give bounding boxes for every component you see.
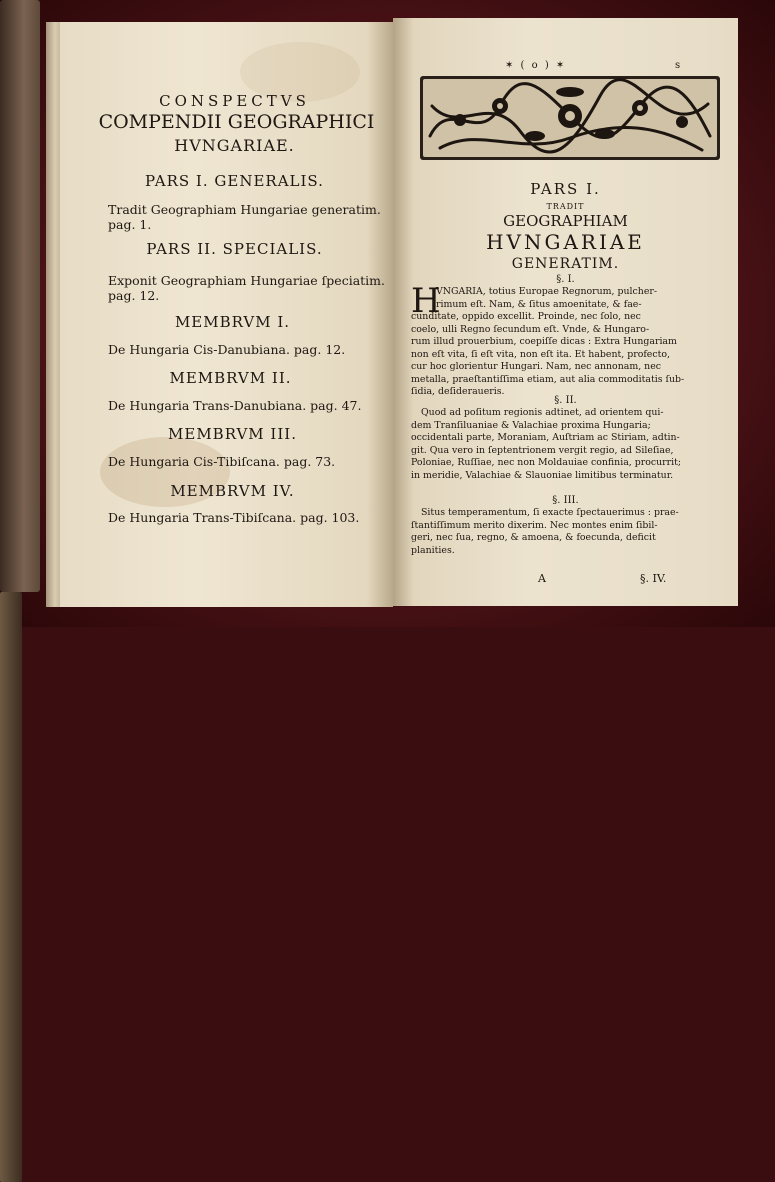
text-line: dem Tranſiluaniae & Valachiae proxima Hungaria; xyxy=(411,419,651,431)
membrum1-entry: De Hungaria Cis-Danubiana. pag. 12. xyxy=(108,342,346,357)
text-line: geri, nec ſua, regno, & amoena, & foecunda, deficit xyxy=(411,532,656,543)
pars1-line2: pag. 1. xyxy=(108,217,152,232)
membrum1-heading: MEMBRVM I. xyxy=(174,313,291,331)
text-line: cur hoc glorientur Hungari. Nam, nec annonam, nec xyxy=(411,361,662,372)
pars2-heading: PARS II. SPECIALIS. xyxy=(146,240,323,258)
hungariae-heading: HVNGARIAE xyxy=(486,230,645,254)
left-page xyxy=(60,22,393,607)
text-line: non eſt vita, ſi eſt vita, non eſt ita. Et habent, profecto, xyxy=(411,348,671,360)
page-header-mark: ✶ ( o ) ✶ xyxy=(505,60,567,71)
pars2-description xyxy=(108,273,385,303)
generatim-label: GENERATIM. xyxy=(511,256,620,272)
text-line: coelo, ulli Regno ſecundum eſt. Vnde, & Hungaro- xyxy=(411,323,650,335)
text-line: occidentali parte, Moraniam, Auſtriam ac Stiriam, adtin- xyxy=(411,432,680,443)
title-conspectus: CONSPECTVS xyxy=(159,92,310,110)
pars1-line1: Tradit Geographiam Hungariae generatim. xyxy=(108,202,381,217)
text-line: ſtantiſſimum merito dixerim. Nec montes enim ſibil- xyxy=(411,519,658,531)
catchword: §. IV. xyxy=(640,572,667,585)
text-line: Poloniae, Ruſſiae, nec non Moldauiae confinia, procurrit; xyxy=(411,457,682,468)
membrum3-heading: MEMBRVM III. xyxy=(168,425,297,443)
right-page xyxy=(393,18,738,606)
text-line: git. Qua vero in ſeptentrionem vergit regio, ad Sileſiae, xyxy=(411,444,674,456)
drop-cap: H xyxy=(411,281,441,321)
membrum3-entry: De Hungaria Cis-Tibiſcana. pag. 73. xyxy=(108,454,336,469)
pars2-line1: Exponit Geographiam Hungariae ſpeciatim. xyxy=(108,273,385,288)
ornament-headpiece-icon xyxy=(420,76,720,160)
pars2-line2: pag. 12. xyxy=(108,288,160,303)
paragraph-3 xyxy=(411,507,723,557)
section-2-mark: §. II. xyxy=(554,395,577,406)
section-1-mark: §. I. xyxy=(556,274,575,285)
membrum2-heading: MEMBRVM II. xyxy=(169,369,292,387)
page-header-signature: s xyxy=(675,60,681,71)
text-line: VNGARIA, totius Europae Regnorum, pulcher- xyxy=(436,286,658,297)
membrum2-entry: De Hungaria Trans-Danubiana. pag. 47. xyxy=(108,398,362,413)
title-compendii: COMPENDII GEOGRAPHICI xyxy=(98,111,375,133)
text-line: rimum eſt. Nam, & ſitus amoenitate, & fae- xyxy=(436,298,642,310)
book-cover-left xyxy=(0,0,40,592)
text-line: in meridie, Valachiae & Slauoniae limitibus terminatur. xyxy=(411,469,674,481)
text-line: ſidia, deſideraueris. xyxy=(411,386,505,397)
tradit-label: TRADIT xyxy=(546,202,585,211)
book-cover-right xyxy=(0,592,22,1182)
text-line: planities. xyxy=(411,544,455,556)
text-line: metalla, praeſtantiſſima etiam, aut alia commoditatis ſub- xyxy=(411,373,685,385)
signature-mark: A xyxy=(538,572,546,585)
paragraph-1 xyxy=(411,281,723,399)
text-line: rum illud prouerbium, coepiſſe dicas : Extra Hungariam xyxy=(411,336,677,347)
title-hungariae: HVNGARIAE. xyxy=(174,136,295,155)
pars1-heading: PARS I. GENERALIS. xyxy=(145,172,324,190)
membrum4-heading: MEMBRVM IV. xyxy=(170,482,295,500)
geographiam-label: GEOGRAPHIAM xyxy=(503,212,628,230)
membrum4-entry: De Hungaria Trans-Tibiſcana. pag. 103. xyxy=(108,510,360,525)
text-line: Quod ad poſitum regionis adtinet, ad orientem qui- xyxy=(421,407,664,418)
text-line: Situs temperamentum, ſi exacte ſpectauerimus : prae- xyxy=(421,507,679,518)
section-3-mark: §. III. xyxy=(552,495,579,506)
paragraph-2 xyxy=(411,407,723,482)
pars-heading: PARS I. xyxy=(530,180,601,198)
text-line: cunditate, oppido excellit. Proinde, nec ſolo, nec xyxy=(411,311,641,322)
pars1-description xyxy=(108,202,381,232)
